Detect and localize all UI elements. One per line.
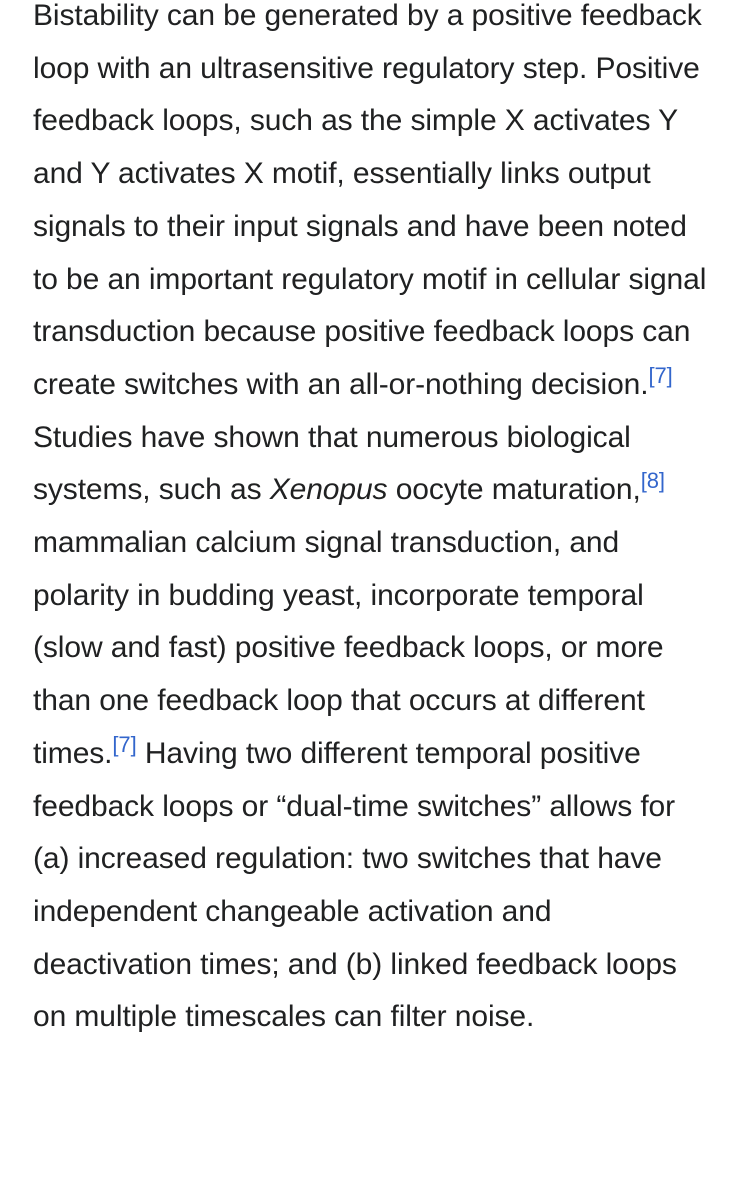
citation-link-7[interactable]: [7] bbox=[648, 362, 673, 388]
article-body bbox=[33, 0, 708, 1044]
italic-term-xenopus: Xenopus bbox=[269, 473, 388, 507]
citation-link-8[interactable]: [8] bbox=[640, 468, 665, 494]
paragraph-text-part-4: mammalian calcium signal transduction, and polarity in budding yeast, incorporate temporal (slow and fast) positive feedback loops, or more than one feedback loop that occurs at different times. bbox=[33, 526, 664, 770]
paragraph-text-part-1: Bistability can be generated by a positive feedback loop with an ultrasensitive regulatory step. Positive feedback loops, such as the simple X activates Y and Y activates X motif, essentially links output signals to their input signals and have been noted to be an important regulatory motif in cellular signal transduction because positive feedback loops can create switches with an all-or-nothing decision. bbox=[33, 0, 707, 401]
paragraph-text-part-3: oocyte maturation, bbox=[387, 473, 641, 507]
paragraph-text-part-2: Studies have shown that numerous biological systems, such as bbox=[33, 420, 631, 507]
citation-link-7-second[interactable]: [7] bbox=[112, 731, 137, 757]
paragraph-text-part-5: Having two different temporal positive feedback loops or “dual-time switches” allows for (a) increased regulation: two switches that have independent changeable activation and deactivation times; and (b) linked feedback loops on multiple timescales can filter noise. bbox=[33, 736, 677, 1034]
bistability-paragraph bbox=[33, 0, 708, 1044]
